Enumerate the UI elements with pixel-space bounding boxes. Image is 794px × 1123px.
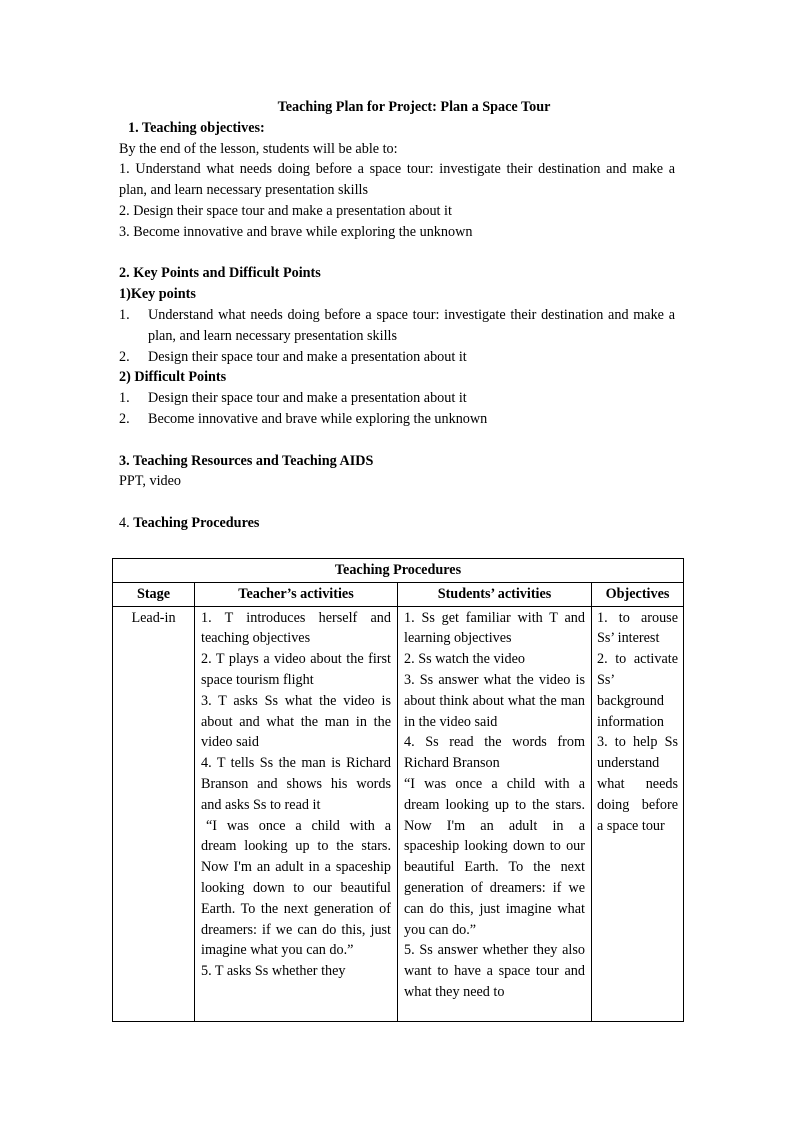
section-4-heading [119, 513, 675, 534]
section-1-intro: By the end of the lesson, students will be able to: [119, 140, 398, 157]
section-4-number: 4. [119, 514, 134, 531]
resources-text: PPT, video [119, 473, 182, 490]
section-2-heading: 2. Key Points and Difficult Points [119, 265, 321, 282]
key-point-2-text: Design their space tour and make a presentation about it [148, 348, 467, 365]
student-activity-4: 4. Ss read the words from Richard Branson [404, 734, 585, 772]
objective-3: 3. Become innovative and brave while exploring the unknown [119, 223, 473, 240]
section-4-title: Teaching Procedures [133, 514, 260, 531]
objective-item-3: 3. to help Ss understand what needs doing before a space tour [597, 734, 678, 834]
difficult-point-1 [119, 388, 675, 409]
key-point-2 [119, 347, 675, 368]
teacher-activity-4: 4. T tells Ss the man is Richard Branson and shows his words and asks Ss to read it [201, 755, 391, 813]
teacher-activity-2: 2. T plays a video about the first space tourism flight [201, 651, 391, 688]
table-header-row [113, 582, 684, 606]
key-point-1 [119, 305, 675, 347]
key-point-1-number: 1. [119, 306, 130, 323]
stage-cell: Lead-in [113, 606, 195, 1021]
objective-item-2: 2. to activate Ss’ background information [597, 651, 678, 730]
difficult-point-1-number: 1. [119, 390, 130, 407]
section-3-heading: 3. Teaching Resources and Teaching AIDS [119, 452, 374, 469]
header-stage: Stage [113, 582, 195, 606]
difficult-point-2-number: 2. [119, 410, 130, 427]
teacher-quote: “I was once a child with a dream looking up to the stars. Now I'm an adult in a spaceship looking down to our beautiful Earth. To the next generation of dreamers: if we can do this, just imagine what you can do.” [201, 817, 391, 959]
objective-item-1: 1. to arouse Ss’ interest [597, 609, 678, 647]
teacher-activity-3: 3. T asks Ss what the video is about and what the man in the video said [201, 692, 391, 751]
key-point-1-text: Understand what needs doing before a space tour: investigate their destination and make a plan, and learn necessary presentation skills [148, 306, 675, 344]
student-activity-1: 1. Ss get familiar with T and learning objectives [404, 609, 585, 647]
difficult-points-heading: 2) Difficult Points [119, 369, 227, 386]
student-activity-5: 5. Ss answer whether they also want to have a space tour and what they need to [404, 942, 585, 1000]
document-title: Teaching Plan for Project: Plan a Space Tour [277, 99, 551, 115]
key-point-2-number: 2. [119, 348, 130, 365]
section-1-heading: 1. Teaching objectives: [128, 119, 265, 136]
difficult-point-1-text: Design their space tour and make a presentation about it [148, 390, 467, 407]
teacher-activity-1: 1. T introduces herself and teaching objectives [201, 609, 391, 647]
teacher-activities-cell [195, 606, 398, 1021]
table-caption: Teaching Procedures [113, 559, 684, 583]
header-teacher: Teacher’s activities [195, 582, 398, 606]
students-activities-cell [398, 606, 592, 1021]
objective-2: 2. Design their space tour and make a presentation about it [119, 202, 452, 219]
student-activity-3: 3. Ss answer what the video is about think about what the man in the video said [404, 671, 585, 730]
difficult-point-2 [119, 409, 675, 430]
student-activity-2: 2. Ss watch the video [404, 651, 525, 668]
student-quote: “I was once a child with a dream looking up to the stars. Now I'm an adult in a spaceship looking down to our beautiful Earth. To the next generation of dreamers: if we can do this, just imagine what you can do.” [404, 775, 585, 938]
procedures-table [112, 558, 684, 1022]
header-objectives: Objectives [592, 582, 684, 606]
teacher-activity-5: 5. T asks Ss whether they [201, 963, 346, 980]
header-students: Students’ activities [398, 582, 592, 606]
table-row [113, 606, 684, 1021]
objectives-cell [592, 606, 684, 1021]
difficult-point-2-text: Become innovative and brave while exploring the unknown [148, 410, 488, 427]
key-points-heading: 1)Key points [119, 286, 196, 303]
document-body [119, 97, 675, 534]
objective-1: 1. Understand what needs doing before a space tour: investigate their destination and make a plan, and learn necessary presentation skills [119, 161, 675, 199]
